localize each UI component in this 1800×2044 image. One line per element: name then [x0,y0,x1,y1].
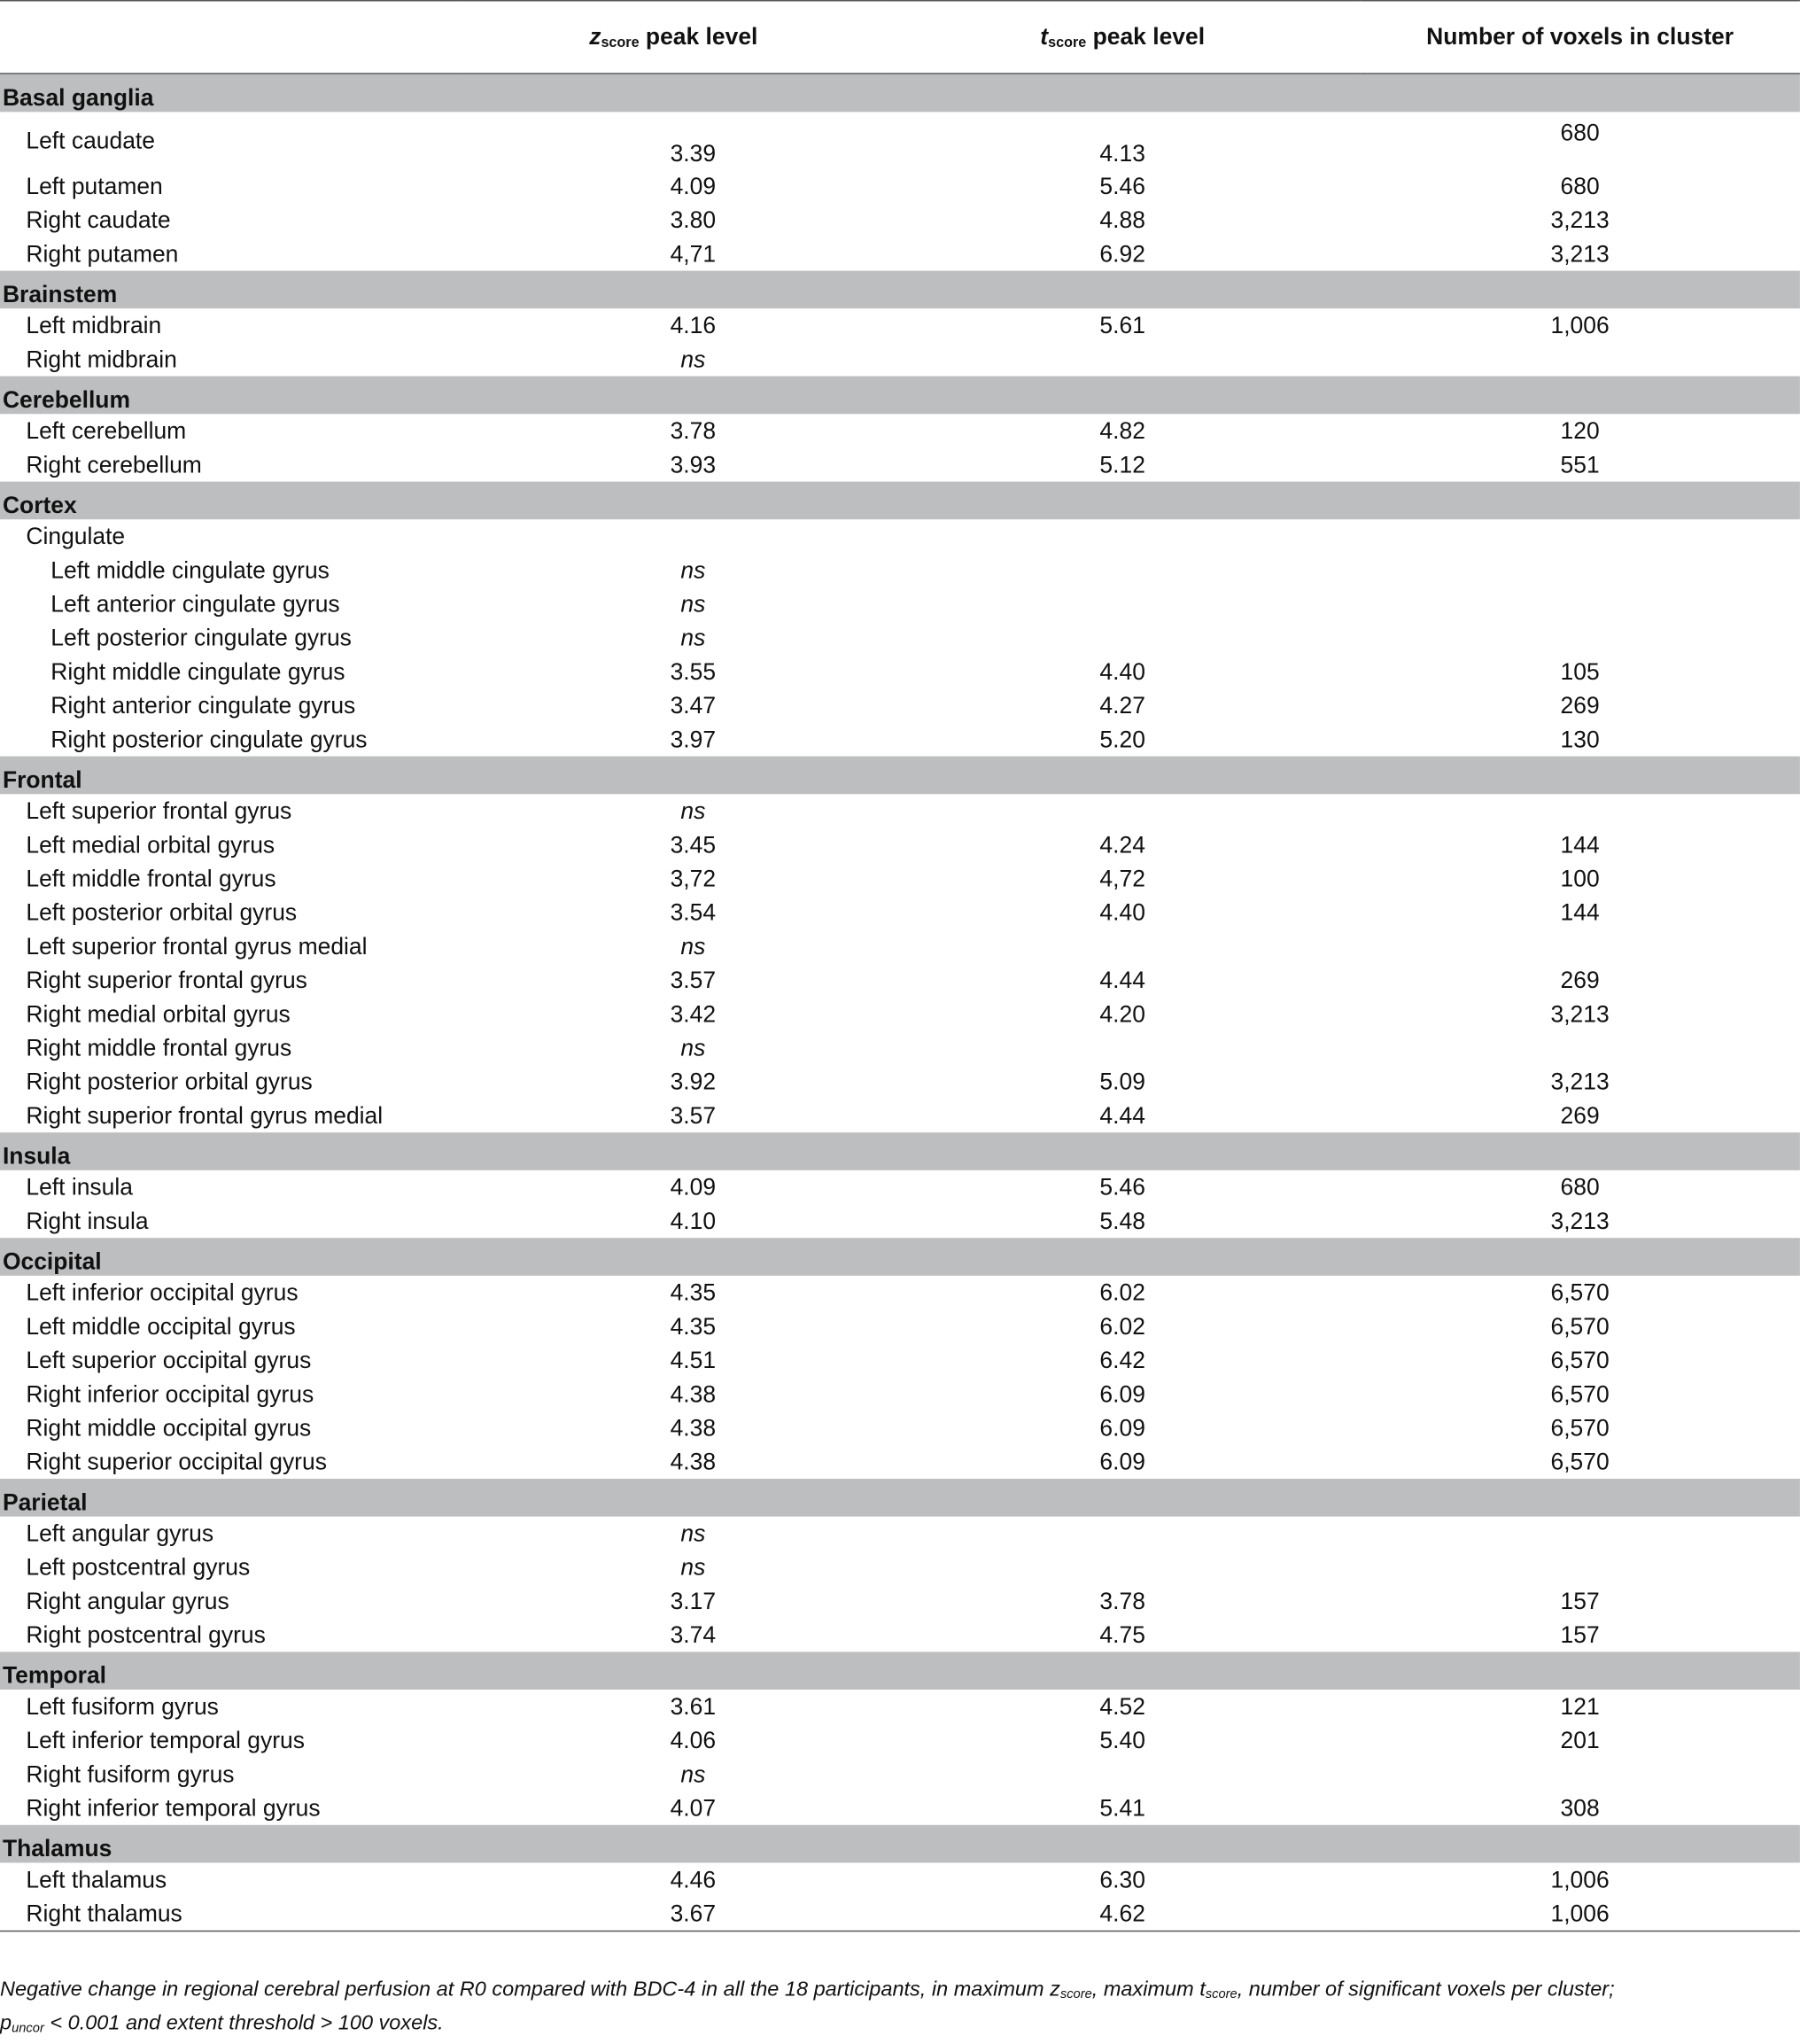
table-footnote [0,1976,1800,2043]
table-row [0,1517,1800,1550]
table-row [0,203,1800,237]
voxel-count-cell: 3,213 [1550,1000,1610,1027]
region-label: Right inferior occipital gyrus [26,1380,314,1407]
t-score-cell: 5.46 [1099,1173,1145,1200]
z-score-cell: 3.17 [670,1587,717,1614]
region-label: Left insula [26,1173,133,1200]
table-row [0,308,1800,342]
region-label: Right caudate [26,206,171,233]
z-score-cell: 3.92 [670,1068,717,1094]
voxel-count-cell [1360,1757,1800,1791]
z-score-cell: 3.67 [462,1897,885,1931]
table-row [0,169,1800,203]
region-label: Right thalamus [0,1897,462,1931]
region-label: Left caudate [26,127,155,153]
section-row [0,1132,1800,1170]
region-label: Left cerebellum [26,416,187,444]
voxel-count-cell [1360,553,1800,587]
voxel-count-cell: 6,570 [1550,1380,1610,1407]
t-score-cell: 5.41 [1099,1794,1145,1821]
z-score-cell: 4.09 [670,172,717,199]
voxel-count-cell: 3,213 [1550,240,1610,267]
table-row [0,1618,1800,1652]
z-score-cell: 4.10 [670,1207,717,1234]
t-score-cell: 6.09 [1099,1380,1145,1407]
t-score-cell: 5.46 [1099,172,1145,199]
z-score-cell: ns [680,932,706,960]
z-score-cell: 4,71 [670,240,717,267]
table-row [0,1690,1800,1723]
region-label: Left angular gyrus [26,1519,214,1546]
voxel-count-cell: 1,006 [1550,1866,1610,1892]
table-row [0,1204,1800,1238]
table-row [0,112,1800,169]
voxel-count-cell: 144 [1560,831,1600,858]
table-row [0,1791,1800,1825]
table-row [0,342,1800,376]
footnote-p: p [0,2012,12,2035]
z-score-cell: 3.39 [670,140,717,167]
region-label: Right insula [26,1207,149,1234]
region-label: Left posterior orbital gyrus [26,898,298,925]
t-score-cell: 6.30 [1099,1866,1145,1892]
z-score-cell: 4.38 [670,1380,717,1407]
voxel-count-cell [1360,1031,1800,1065]
voxel-count-cell: 157 [1560,1620,1600,1648]
voxel-count-cell: 144 [1560,898,1600,925]
table-body [0,74,1800,1931]
t-score-cell [885,1031,1360,1065]
voxel-count-cell [1360,929,1800,963]
region-label: Right superior occipital gyrus [26,1448,327,1474]
voxel-count-cell: 6,570 [1550,1414,1610,1441]
voxel-count-cell: 157 [1560,1587,1600,1614]
z-score-cell: 3.57 [670,966,717,993]
footnote-sub1: score [1059,1987,1092,2002]
voxel-count-cell: 6,570 [1550,1312,1610,1340]
section-title: Occipital [0,1238,1800,1276]
t-score-cell: 4.44 [1099,1101,1145,1129]
z-score-cell [462,519,885,553]
region-label: Left inferior temporal gyrus [26,1726,305,1753]
table-row [0,414,1800,447]
section-row [0,482,1800,520]
t-score-cell: 5.48 [1099,1207,1145,1234]
voxel-count-cell: 6,570 [1550,1346,1610,1373]
section-title: Frontal [0,757,1800,795]
region-label: Cingulate [26,522,126,549]
section-title: Thalamus [0,1825,1800,1863]
header-t-sub: score [1048,35,1087,51]
voxel-count-cell [1360,1517,1800,1550]
section-title: Cortex [0,482,1800,520]
table-row [0,1445,1800,1479]
z-score-cell: 3.93 [670,451,717,478]
t-score-cell: 6.09 [1099,1448,1145,1474]
z-score-cell: 4.06 [670,1726,717,1753]
section-title: Cerebellum [0,377,1800,415]
section-row [0,377,1800,415]
table-row [0,1723,1800,1757]
table-row [0,1031,1800,1065]
header-t-letter: t [1040,23,1049,50]
t-score-cell: 6.02 [1099,1278,1145,1305]
section-title: Brainstem [0,271,1800,309]
table-row [0,1343,1800,1377]
voxel-count-cell: 201 [1560,1726,1600,1753]
z-score-cell: 3.61 [670,1692,717,1720]
footnote-part1: Negative change in regional cerebral perfusion at R0 compared with BDC-4 in all the 18 participants, in maximum z [0,1978,1060,2001]
z-score-cell: ns [680,797,706,824]
t-score-cell [885,587,1360,621]
header-t-score [885,1,1360,74]
t-score-cell: 4.24 [1099,831,1145,858]
z-score-cell: ns [680,346,706,372]
voxel-count-cell: 551 [1560,451,1600,478]
t-score-cell [885,1757,1360,1791]
region-label: Right superior frontal gyrus medial [26,1101,384,1129]
table-row [0,862,1800,896]
region-label: Right midbrain [26,346,177,372]
section-row [0,757,1800,795]
t-score-cell: 4.40 [1099,898,1145,925]
t-score-cell: 5.40 [1099,1726,1145,1753]
table-row [0,896,1800,929]
voxel-count-cell: 121 [1560,1692,1600,1720]
table-row [0,621,1800,655]
z-score-cell: 3.54 [670,898,717,925]
section-title: Insula [0,1132,1800,1170]
t-score-cell [885,519,1360,553]
voxel-count-cell: 3,213 [1550,1207,1610,1234]
section-row [0,1479,1800,1517]
z-score-cell: 4.51 [670,1346,717,1373]
header-t-rest: peak level [1086,23,1206,50]
t-score-cell [885,621,1360,655]
t-score-cell [885,1550,1360,1584]
z-score-cell: 3.57 [670,1101,717,1129]
header-z-rest: peak level [639,23,758,50]
header-z-sub: score [601,35,640,51]
t-score-cell: 5.61 [1099,311,1145,338]
z-score-cell: 4.35 [670,1312,717,1340]
voxel-count-cell [1360,342,1800,376]
table-row [0,447,1800,481]
region-label: Right angular gyrus [26,1587,229,1614]
t-score-cell: 4.75 [1099,1620,1145,1648]
z-score-cell: ns [680,1519,706,1546]
voxel-count-cell [1360,1550,1800,1584]
header-voxels: Number of voxels in cluster [1360,1,1800,74]
table-row [0,655,1800,688]
z-score-cell: 4.16 [670,311,717,338]
section-title: Temporal [0,1652,1800,1690]
t-score-cell: 6.09 [1099,1414,1145,1441]
t-score-cell: 4.52 [1099,1692,1145,1720]
t-score-cell [885,1517,1360,1550]
section-row [0,1825,1800,1863]
voxel-count-cell: 680 [1560,172,1600,199]
t-score-cell: 5.12 [1099,451,1145,478]
t-score-cell: 6.02 [1099,1312,1145,1340]
table-row [0,794,1800,828]
footnote-sub3: uncor [12,2021,44,2036]
region-label: Left midbrain [26,311,162,338]
z-score-cell: 4.09 [670,1173,717,1200]
t-score-cell [885,342,1360,376]
table-row [0,929,1800,963]
table-row [0,1377,1800,1411]
z-score-cell: ns [680,590,706,617]
t-score-cell: 4.82 [1099,416,1145,444]
z-score-cell: 3.42 [670,1000,717,1027]
voxel-count-cell: 100 [1560,865,1600,891]
region-label: Left middle frontal gyrus [26,865,276,891]
z-score-cell: 4.07 [670,1794,717,1821]
region-label: Right inferior temporal gyrus [26,1794,321,1821]
voxel-count-cell: 680 [1560,120,1600,146]
table-row [0,1757,1800,1791]
region-label: Right superior frontal gyrus [26,966,307,993]
region-label: Right medial orbital gyrus [26,1000,291,1027]
z-score-cell: 3.45 [670,831,717,858]
voxel-count-cell: 6,570 [1550,1278,1610,1305]
t-score-cell [885,553,1360,587]
z-score-cell: 3.97 [670,726,717,752]
voxel-count-cell: 105 [1560,657,1600,685]
region-label: Right posterior cingulate gyrus [50,726,368,752]
z-score-cell: 3.80 [670,206,717,233]
region-label: Right middle frontal gyrus [26,1034,292,1061]
voxel-count-cell [1360,794,1800,828]
region-label: Right middle cingulate gyrus [50,657,345,685]
header-z-letter: z [589,23,601,50]
t-score-cell [885,929,1360,963]
voxel-count-cell: 3,213 [1550,1068,1610,1094]
z-score-cell: ns [680,1034,706,1061]
z-score-cell: 4.35 [670,1278,717,1305]
section-row [0,1238,1800,1276]
table-row [0,722,1800,756]
t-score-cell: 4.44 [1099,966,1145,993]
region-label: Left medial orbital gyrus [26,831,275,858]
table-row [0,1276,1800,1310]
region-label: Right posterior orbital gyrus [26,1068,313,1094]
header-row [0,1,1800,74]
table-row [0,1550,1800,1584]
region-label: Left superior occipital gyrus [26,1346,312,1373]
z-score-cell: ns [680,1553,706,1580]
voxel-count-cell [1360,587,1800,621]
t-score-cell: 6.42 [1099,1346,1145,1373]
t-score-cell: 3.78 [1099,1587,1145,1614]
z-score-cell: 4.38 [670,1414,717,1441]
t-score-cell [885,794,1360,828]
t-score-cell: 4.62 [885,1897,1360,1931]
voxel-count-cell: 120 [1560,416,1600,444]
z-score-cell: 3.55 [670,657,717,685]
table-row [0,1862,1800,1896]
voxel-count-cell: 1,006 [1550,311,1610,338]
t-score-cell: 6.92 [1099,240,1145,267]
region-label: Right anterior cingulate gyrus [50,691,356,719]
t-score-cell: 5.09 [1099,1068,1145,1094]
region-label: Left inferior occipital gyrus [26,1278,299,1305]
z-score-cell: ns [680,624,706,650]
voxel-count-cell: 269 [1560,1101,1600,1129]
table-row [0,963,1800,997]
voxel-count-cell: 269 [1560,966,1600,993]
z-score-cell: ns [680,556,706,583]
header-region [0,1,462,74]
table-row [0,688,1800,722]
voxel-count-cell: 3,213 [1550,206,1610,233]
voxel-count-cell: 308 [1560,1794,1600,1821]
table-row [0,1897,1800,1931]
z-score-cell: 4.38 [670,1448,717,1474]
t-score-cell: 4.27 [1099,691,1145,719]
table-row [0,237,1800,270]
table-row [0,1065,1800,1099]
region-label: Right middle occipital gyrus [26,1414,312,1441]
voxel-count-cell: 6,570 [1550,1448,1610,1474]
voxel-count-cell: 1,006 [1360,1897,1800,1931]
region-label: Left thalamus [26,1866,167,1892]
region-label: Left superior frontal gyrus medial [26,932,368,960]
table-row [0,997,1800,1030]
region-label: Left putamen [26,172,163,199]
voxel-count-cell: 130 [1560,726,1600,752]
t-score-cell: 5.20 [1099,726,1145,752]
section-row [0,271,1800,309]
table-row [0,1099,1800,1132]
region-label: Left fusiform gyrus [26,1692,219,1720]
table-row [0,1584,1800,1618]
t-score-cell: 4,72 [1099,865,1145,891]
region-label: Left anterior cingulate gyrus [50,590,340,617]
voxel-count-cell: 269 [1560,691,1600,719]
region-label: Left middle occipital gyrus [26,1312,296,1340]
table-row [0,1411,1800,1445]
section-row [0,1652,1800,1690]
z-score-cell: 3.74 [670,1620,717,1648]
header-z-score [462,1,885,74]
section-row [0,74,1800,112]
table-row [0,1310,1800,1343]
voxel-count-cell: 680 [1560,1173,1600,1200]
region-label: Right postcentral gyrus [26,1620,266,1648]
table-row [0,519,1800,553]
z-score-cell: 3.78 [670,416,717,444]
footnote-part2: , maximum t [1091,1978,1206,2001]
region-label: Left posterior cingulate gyrus [50,624,352,650]
table-row [0,828,1800,861]
table-row [0,587,1800,621]
t-score-cell: 4.13 [1099,140,1145,167]
region-label: Right cerebellum [26,451,202,478]
voxel-count-cell [1360,621,1800,655]
voxel-count-cell [1360,519,1800,553]
section-title: Parietal [0,1479,1800,1517]
z-score-cell: 3,72 [670,865,717,891]
t-score-cell: 4.40 [1099,657,1145,685]
z-score-cell: 3.47 [670,691,717,719]
t-score-cell: 4.20 [1099,1000,1145,1027]
z-score-cell: ns [680,1760,706,1787]
region-label: Right putamen [26,240,179,267]
table-row [0,553,1800,587]
region-label: Left superior frontal gyrus [26,797,292,824]
footnote-sub2: score [1205,1987,1238,2002]
region-label: Right fusiform gyrus [26,1760,235,1787]
footnote-part4: < 0.001 and extent threshold > 100 voxels. [43,2012,444,2035]
region-label: Left postcentral gyrus [26,1553,251,1580]
footnote-part3: , number of significant voxels per cluster; [1237,1978,1615,2001]
table-row [0,1170,1800,1204]
section-title: Basal ganglia [0,74,1800,112]
t-score-cell: 4.88 [1099,206,1145,233]
region-label: Left middle cingulate gyrus [50,556,330,583]
z-score-cell: 4.46 [670,1866,717,1892]
